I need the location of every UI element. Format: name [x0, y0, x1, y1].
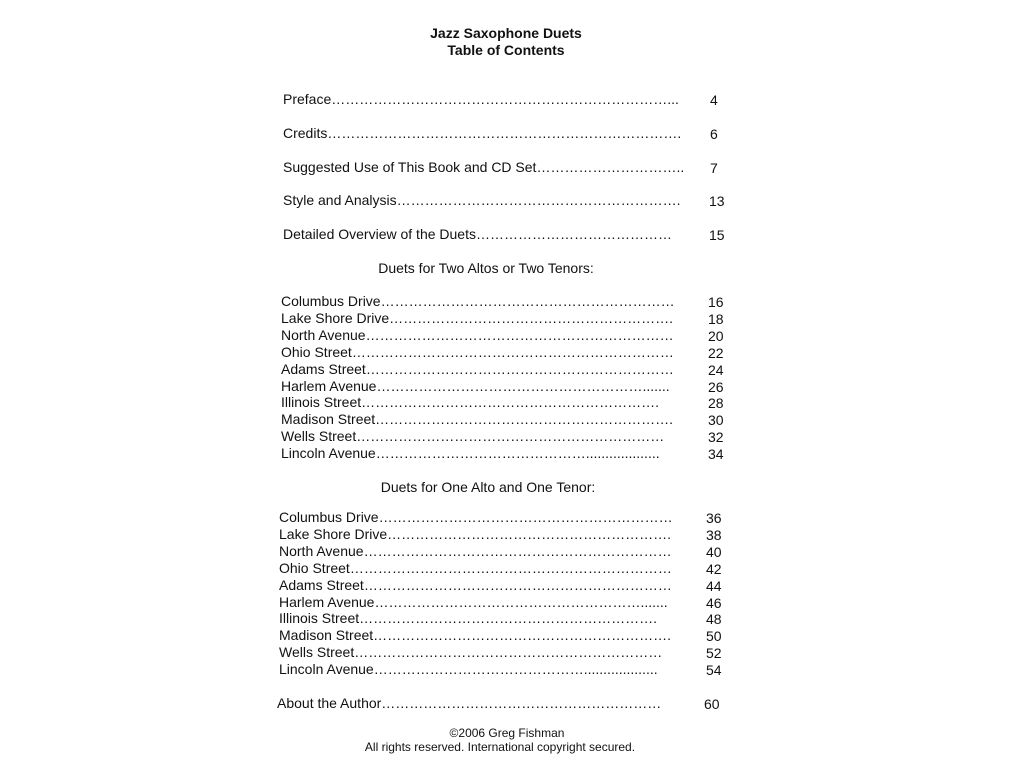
toc-entry-label: Madison Street……………………………………………………….	[279, 627, 672, 644]
document-subtitle: Table of Contents	[447, 42, 565, 58]
toc-entry-label: Style and Analysis…………………………………………………….	[283, 192, 681, 208]
toc-entry-page: 6	[710, 126, 718, 142]
toc-entry-page: 22	[708, 344, 724, 361]
toc-entry-page: 7	[710, 160, 718, 176]
toc-entry-label: Detailed Overview of the Duets……………………………………	[283, 226, 672, 242]
toc-entry-label: North Avenue…………………………………………………………	[281, 326, 674, 343]
toc-entry-label: Suggested Use of This Book and CD Set…………………………..	[283, 159, 685, 175]
toc-entry-page: 42	[706, 560, 722, 577]
toc-entry-page: 16	[708, 294, 724, 310]
toc-entry-label: Lincoln Avenue………………………………………...................	[281, 445, 660, 462]
toc-entry-page: 4	[710, 92, 718, 108]
toc-entry-page: 38	[706, 526, 722, 543]
section-heading-two-altos-tenors: Duets for Two Altos or Two Tenors:	[378, 260, 594, 276]
toc-entry-label: Lake Shore Drive…………………………………………………….	[279, 525, 672, 542]
toc-entry-label: Wells Street…………………………………………………………	[279, 644, 663, 661]
toc-entry-page: 54	[706, 662, 722, 679]
toc-entry-label: Illinois Street……………………………………………………….	[281, 394, 660, 411]
toc-entry-page: 52	[706, 645, 722, 662]
toc-entry-label: North Avenue…………………………………………………………	[279, 542, 672, 559]
toc-entry-page: 60	[704, 696, 720, 712]
toc-entry-page: 24	[708, 361, 724, 378]
toc-entry-page: 28	[708, 395, 724, 412]
toc-entry-page: 18	[708, 310, 724, 327]
toc-entry-label: Columbus Drive………………………………………………………	[279, 509, 673, 525]
document-title: Jazz Saxophone Duets	[430, 25, 582, 41]
toc-entry-label: Preface………………………………………………………………...	[283, 91, 679, 107]
toc-entry-label: Lincoln Avenue………………………………………...................	[279, 661, 658, 678]
copyright-line: ©2006 Greg Fishman	[449, 726, 565, 740]
section-heading-alto-tenor: Duets for One Alto and One Tenor:	[380, 479, 596, 495]
toc-entry-label: About the Author……………………………………………………	[277, 695, 662, 711]
toc-entry-label: Columbus Drive………………………………………………………	[281, 293, 675, 309]
toc-entry-page: 26	[708, 378, 724, 395]
toc-entry-page: 44	[706, 577, 722, 594]
toc-entry-page: 48	[706, 611, 722, 628]
toc-entry-label: Illinois Street……………………………………………………….	[279, 610, 658, 627]
toc-entry-label: Credits………………………………………………………………….	[283, 125, 682, 141]
toc-entry-page: 32	[708, 429, 724, 446]
toc-entry-label: Ohio Street……………………………………………………………	[281, 343, 674, 360]
toc-entry-page: 36	[706, 510, 722, 526]
toc-entry-page: 13	[709, 193, 725, 209]
toc-entry-page: 40	[706, 543, 722, 560]
toc-entry-label: Lake Shore Drive…………………………………………………….	[281, 309, 674, 326]
toc-entry-page: 20	[708, 327, 724, 344]
toc-entry-label: Adams Street…………………………………………………………	[279, 576, 672, 593]
toc-entry-label: Ohio Street……………………………………………………………	[279, 559, 672, 576]
toc-entry-page: 30	[708, 412, 724, 429]
toc-entry-page: 50	[706, 628, 722, 645]
toc-entry-label: Harlem Avenue………………………………………………….......	[279, 593, 668, 610]
toc-entry-page: 34	[708, 446, 724, 463]
toc-entry-label: Adams Street…………………………………………………………	[281, 360, 674, 377]
rights-line: All rights reserved. International copyright secured.	[364, 740, 636, 754]
toc-entry-label: Harlem Avenue………………………………………………….......	[281, 377, 670, 394]
toc-entry-label: Madison Street……………………………………………………….	[281, 411, 674, 428]
toc-entry-page: 15	[709, 227, 725, 243]
toc-entry-page: 46	[706, 594, 722, 611]
toc-entry-label: Wells Street…………………………………………………………	[281, 428, 665, 445]
